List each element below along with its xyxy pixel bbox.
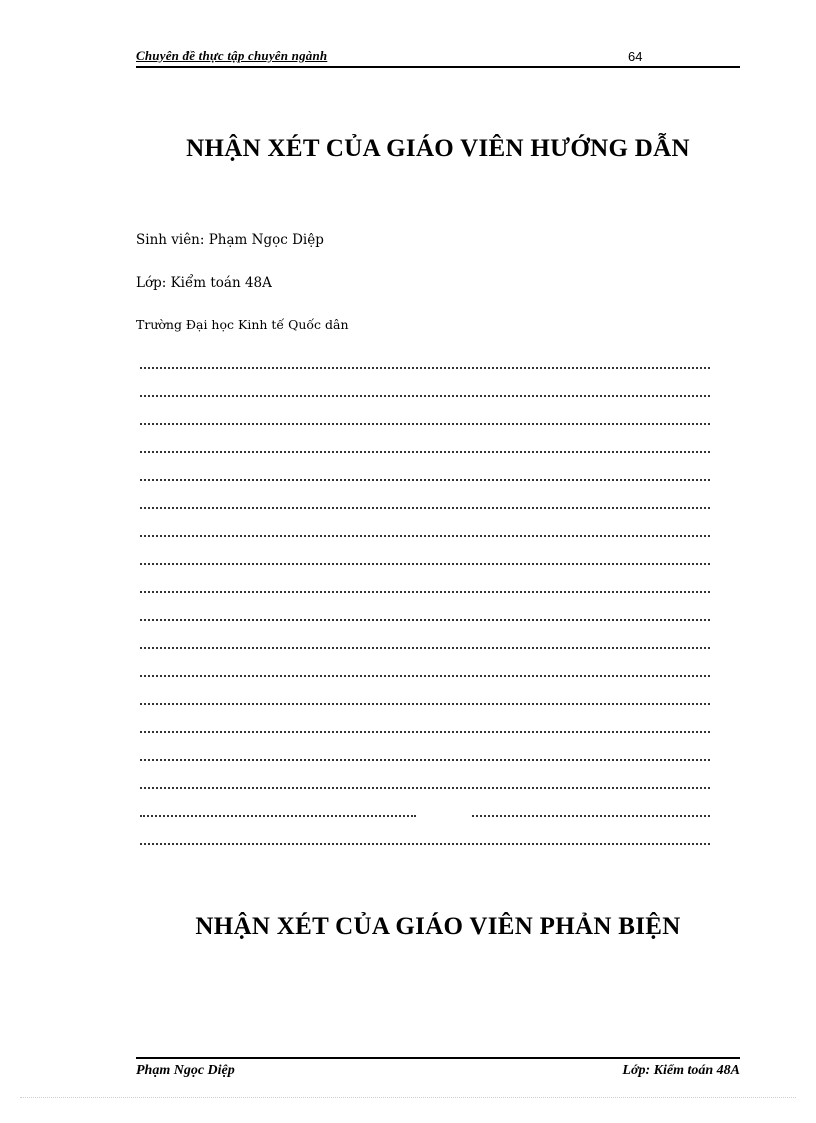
reviewer-heading: NHẬN XÉT CỦA GIÁO VIÊN PHẢN BIỆN [195, 913, 681, 940]
comment-line [140, 731, 710, 733]
comment-line [140, 759, 710, 761]
comment-line [140, 507, 710, 509]
comment-line [140, 591, 710, 593]
comment-line [472, 815, 710, 817]
footer-author: Phạm Ngọc Diệp [136, 1063, 235, 1078]
page-header [136, 48, 740, 68]
comment-line [140, 703, 710, 705]
supervisor-review-heading: NHẬN XÉT CỦA GIÁO VIÊN HƯỚNG DẪN [186, 135, 690, 162]
student-name: Sinh viên: Phạm Ngọc Diệp [136, 232, 324, 248]
comment-line [140, 535, 710, 537]
comment-line [140, 675, 710, 677]
comment-line [140, 451, 710, 453]
comment-line [140, 815, 416, 817]
comment-line [140, 787, 710, 789]
student-school: Trường Đại học Kinh tế Quốc dân [136, 317, 349, 332]
comment-line [140, 395, 710, 397]
footer-class: Lớp: Kiểm toán 48A [622, 1063, 740, 1078]
comment-line [140, 843, 710, 845]
comment-line [140, 647, 710, 649]
comment-line [140, 423, 710, 425]
page-number: 64 [628, 49, 643, 64]
page-footer [136, 1057, 740, 1079]
student-class: Lớp: Kiểm toán 48A [136, 275, 272, 291]
header-title: Chuyên đề thực tập chuyên ngành [136, 48, 328, 63]
comment-line [140, 367, 710, 369]
comment-line [140, 479, 710, 481]
comment-line [140, 619, 710, 621]
comment-line [140, 563, 710, 565]
page-bottom-rule [20, 1097, 796, 1098]
